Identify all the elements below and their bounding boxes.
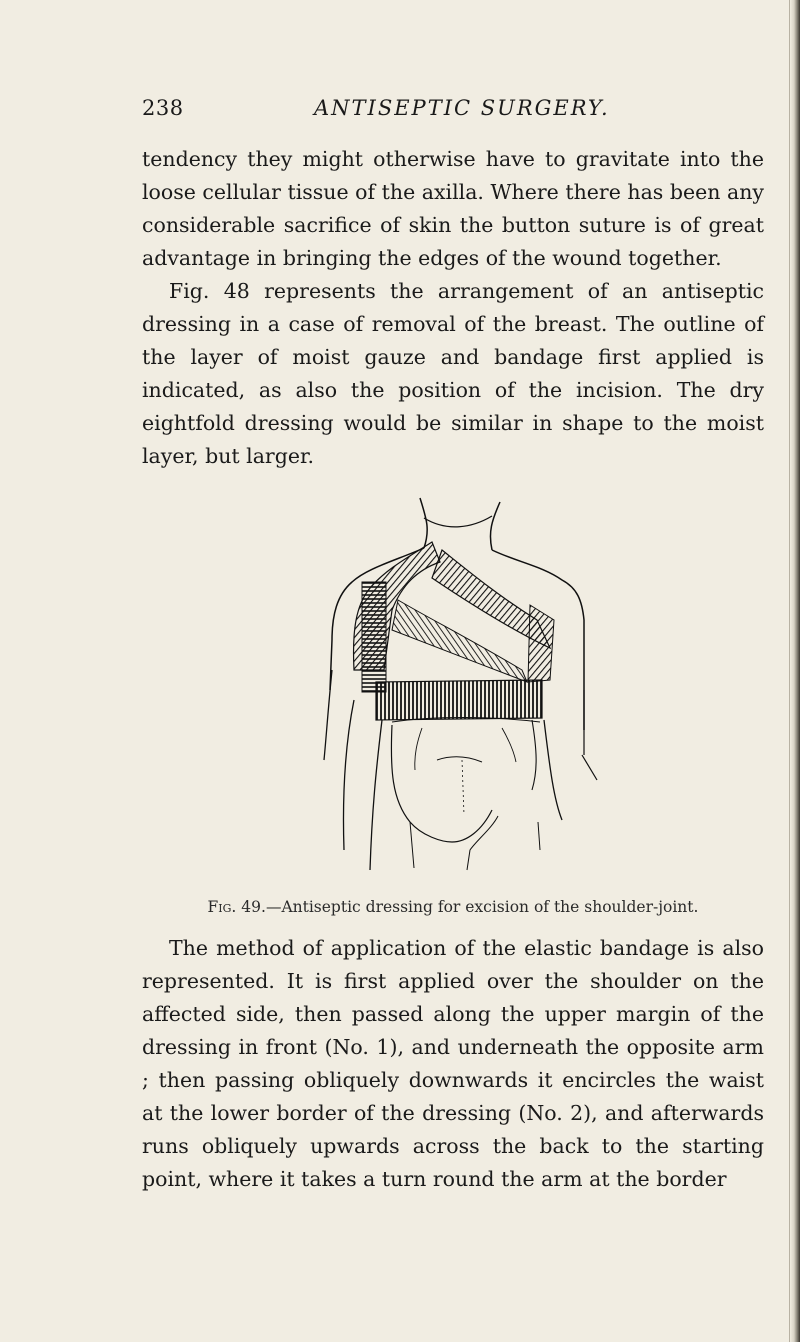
figure-caption bbox=[142, 898, 764, 916]
shoulder-dressing-drawing bbox=[292, 470, 627, 890]
paragraph-3: The method of application of the elastic bandage is also represented. It is first applied over the shoulder on the affected side, then passed along the upper margin of the dressing in front (No. 1), and underneath the opposite arm ; then passing obliquely downwards it encircles the waist at the lower border of the dressing (No. 2), and afterwards runs obliquely upwards across the back to the starting point, where it takes a turn round the arm at the border bbox=[142, 936, 764, 1191]
body-text-top bbox=[142, 143, 764, 473]
figure-illustration bbox=[292, 470, 627, 890]
page-edge-shadow bbox=[790, 0, 800, 1342]
body-text-bottom bbox=[142, 932, 764, 1196]
running-head bbox=[142, 96, 762, 126]
running-title: ANTISEPTIC SURGERY. bbox=[314, 96, 610, 120]
page-number: 238 bbox=[142, 96, 184, 120]
paragraph-1: tendency they might otherwise have to gravitate into the loose cellular tissue of the axilla. Where there has been any considerable sacrifice of skin the button suture is of great advantage in bringing the edges of the wound together. bbox=[142, 147, 764, 270]
figure-caption-text: —Antiseptic dressing for excision of the shoulder-joint. bbox=[265, 898, 699, 916]
paragraph-2: Fig. 48 represents the arrangement of an antiseptic dressing in a case of removal of the breast. The outline of the layer of moist gauze and bandage first applied is indicated, as also the position of the incision. The dry eightfold dressing would be similar in shape to the moist layer, but larger. bbox=[142, 279, 764, 468]
figure-label: Fig. 49. bbox=[207, 898, 266, 916]
